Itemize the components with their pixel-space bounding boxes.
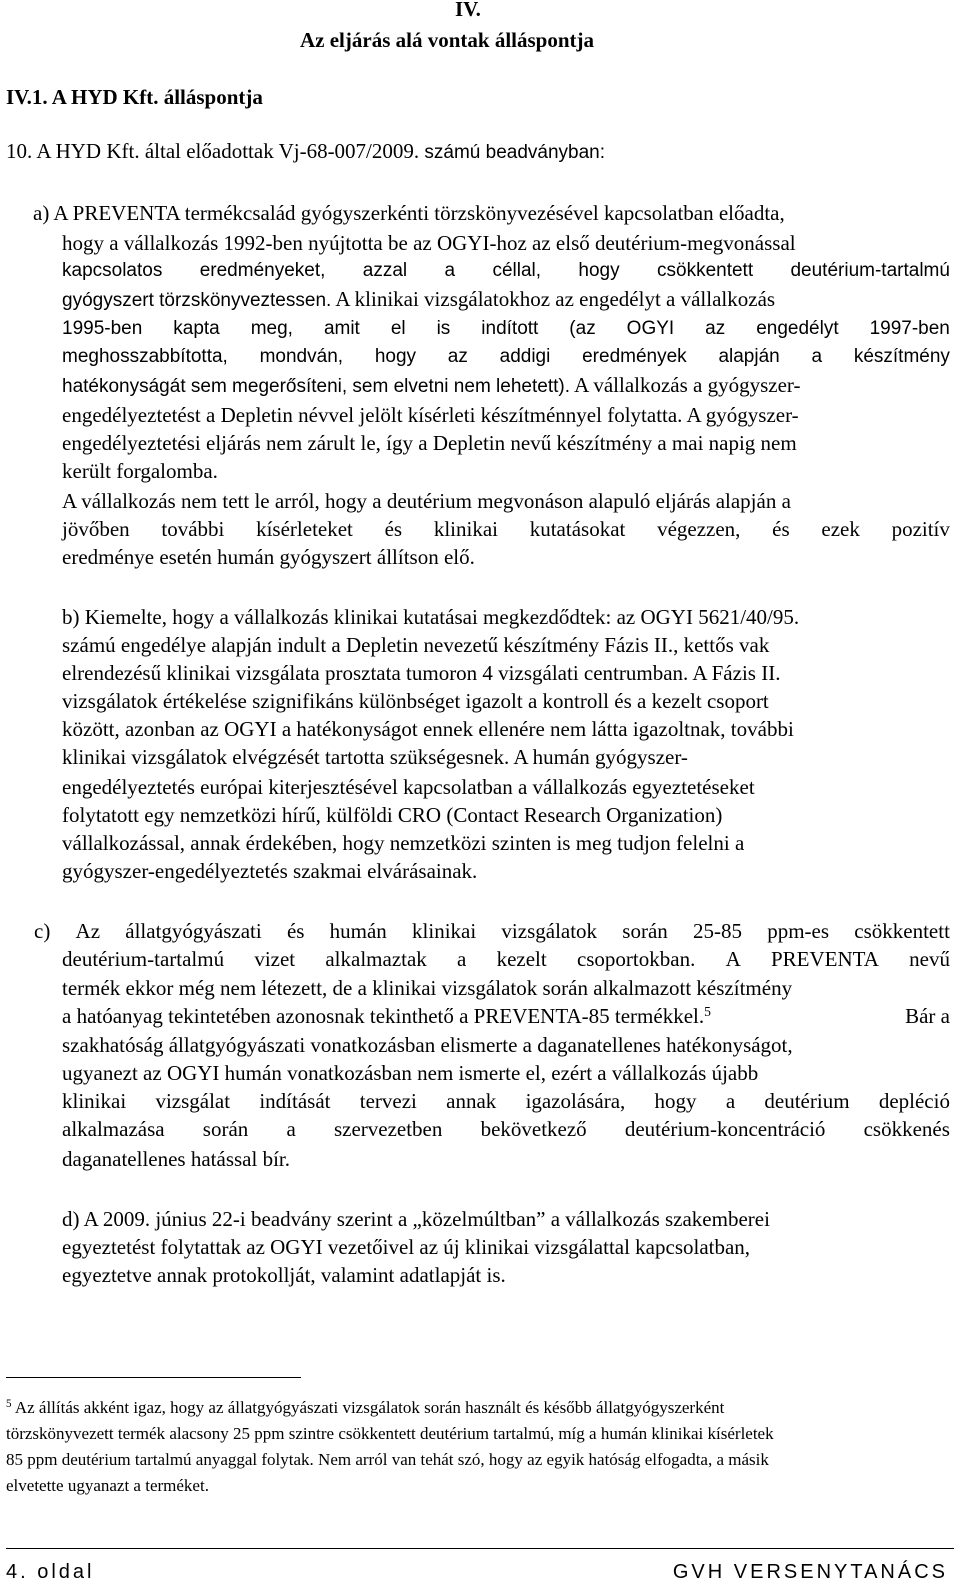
para-a-line-6: meghosszabbította, mondván, hogy az addigi eredmények alapján a készítmény — [62, 346, 950, 367]
para-b-line-8: folytatott egy nemzetközi hírű, külföldi CRO (Contact Research Organization) — [62, 803, 723, 827]
para-b-line-3: elrendezésű klinikai vizsgálata prosztata tumoron 4 vizsgálati centrumban. A Fázis II. — [62, 661, 781, 685]
para-a-line-9: engedélyeztetési eljárás nem zárult le, így a Depletin nevű készítmény a mai napig nem — [62, 431, 797, 455]
para-d-line-1: d) A 2009. június 22-i beadvány szerint a „közelmúltban” a vállalkozás szakemberei — [62, 1207, 770, 1231]
para-a-line-4-sans: gyógyszert törzskönyveztessen. — [62, 290, 332, 311]
footnote-reference: 5 — [704, 1003, 711, 1019]
para-a-line-12: jövőben további kísérleteket és klinikai kutatásokat végezzen, és ezek pozitív — [62, 517, 950, 541]
para-c-line-1: c) Az állatgyógyászati és humán klinikai vizsgálatok során 25-85 ppm-es csökkentett — [34, 919, 950, 943]
para-c-line-6: ugyanezt az OGYI humán vonatkozásban nem ismerte el, ezért a vállalkozás újabb — [62, 1061, 759, 1085]
para-a-line-13: eredménye esetén humán gyógyszert állítson elő. — [62, 545, 475, 569]
para-c-line-8: alkalmazása során a szervezetben bekövetkező deutérium-koncentráció csökkenés — [62, 1117, 950, 1141]
paragraph-10-heading — [6, 138, 605, 166]
para-b-line-6: klinikai vizsgálatok elvégzését tartotta szükségesnek. A humán gyógyszer- — [62, 745, 688, 769]
para-a-line-4-serif: A klinikai vizsgálatokhoz az engedélyt a vállalkozás — [335, 287, 776, 311]
para-c-line-9: daganatellenes hatással bír. — [62, 1147, 290, 1171]
para-b-line-2: számú engedélye alapján indult a Depletin nevezetű készítmény Fázis II., kettős vak — [62, 633, 770, 657]
para-a-line-8: engedélyeztetést a Depletin névvel jelölt kísérleti készítménnyel folytatta. A gyógyszer- — [62, 403, 799, 427]
para-d-line-2: egyeztetést folytattak az OGYI vezetőivel az új klinikai vizsgálattal kapcsolatban, — [62, 1235, 751, 1259]
footnote-line-3: 85 ppm deutérium tartalmú anyaggal folytak. Nem arról van tehát szó, hogy az egyik hatóság elfogadta, a másik — [6, 1450, 769, 1469]
footnote-line-1-text: Az állítás akként igaz, hogy az állatgyógyászati vizsgálatok során használt és később állatgyógyszerként — [14, 1398, 725, 1417]
subsection-title: IV.1. A HYD Kft. álláspontja — [6, 85, 263, 109]
footnote-mark: 5 — [6, 1397, 12, 1410]
para-b-line-10: gyógyszer-engedélyeztetés szakmai elvárásainak. — [62, 859, 478, 883]
para-c-line-4-end: Bár a — [905, 1004, 950, 1028]
page-number: 4. oldal — [6, 1561, 95, 1583]
para-a-line-7 — [62, 372, 801, 400]
para-a-line-7-sans: hatékonyságát sem megerősíteni, sem elvetni nem lehetett). — [62, 376, 570, 397]
para-a-line-3: kapcsolatos eredményeket, azzal a céllal, hogy csökkentett deutérium-tartalmú — [62, 260, 950, 281]
para-a-line-2: hogy a vállalkozás 1992-ben nyújtotta be az OGYI-hoz az első deutérium-megvonással — [62, 231, 796, 255]
footnote-line-1 — [6, 1397, 724, 1421]
para-c-line-3: termék ekkor még nem létezett, de a klinikai vizsgálatok során alkalmazott készítmény — [62, 976, 793, 1000]
para-a-line-4 — [62, 286, 775, 314]
para-c-line-4-text — [62, 1003, 711, 1032]
footnote-line-4: elvetette ugyanazt a terméket. — [6, 1476, 209, 1495]
para-a-line-1: a) A PREVENTA termékcsalád gyógyszerkénti törzskönyvezésével kapcsolatban előadta, — [33, 201, 785, 225]
para-b-line-9: vállalkozással, annak érdekében, hogy nemzetközi szinten is meg tudjon felelni a — [62, 831, 745, 855]
para-c-line-5: szakhatóság állatgyógyászati vonatkozásban elismerte a daganatellenes hatékonyságot, — [62, 1033, 793, 1057]
paragraph-10-text-sans: számú beadványban: — [424, 142, 606, 163]
para-b-line-1: b) Kiemelte, hogy a vállalkozás klinikai kutatásai megkezdődtek: az OGYI 5621/40/95. — [62, 605, 800, 629]
para-b-line-5: között, azonban az OGYI a hatékonyságot ennek ellenére nem látta igazoltnak, további — [62, 717, 794, 741]
para-c-line-4-main: a hatóanyag tekintetében azonosnak tekinthető a PREVENTA-85 termékkel. — [62, 1004, 705, 1028]
footer-rule — [6, 1548, 954, 1549]
para-a-line-11: A vállalkozás nem tett le arról, hogy a deutérium megvonáson alapuló eljárás alapján a — [62, 489, 791, 513]
footnote-separator — [6, 1377, 301, 1378]
para-d-line-3: egyeztetve annak protokollját, valamint adatlapját is. — [62, 1263, 506, 1287]
footnote-line-2: törzskönyvezett termék alacsony 25 ppm szintre csökkentett deutérium tartalmú, míg a humán klinikai kísérletek — [6, 1424, 774, 1443]
footer-organization: GVH VERSENYTANÁCS — [672, 1561, 948, 1583]
para-b-line-7: engedélyeztetés európai kiterjesztésével kapcsolatban a vállalkozás egyeztetéseket — [62, 775, 755, 799]
section-title: Az eljárás alá vontak álláspontja — [300, 28, 594, 52]
paragraph-10-text-serif: 10. A HYD Kft. által előadottak Vj-68-007/2009. — [6, 139, 420, 163]
para-a-line-10: került forgalomba. — [62, 459, 218, 483]
para-c-line-7: klinikai vizsgálat indítását tervezi annak igazolására, hogy a deutérium depléció — [62, 1089, 950, 1113]
para-a-line-5: 1995-ben kapta meg, amit el is indított (az OGYI az engedélyt 1997-ben — [62, 318, 950, 339]
section-number: IV. — [455, 0, 481, 21]
para-a-line-7-serif: A vállalkozás a gyógyszer- — [574, 373, 801, 397]
para-b-line-4: vizsgálatok értékelése szignifikáns különbséget igazolt a kontroll és a kezelt csoport — [62, 689, 769, 713]
para-c-line-2: deutérium-tartalmú vizet alkalmaztak a kezelt csoportokban. A PREVENTA nevű — [62, 947, 950, 971]
para-c-line-4 — [62, 1003, 950, 1032]
